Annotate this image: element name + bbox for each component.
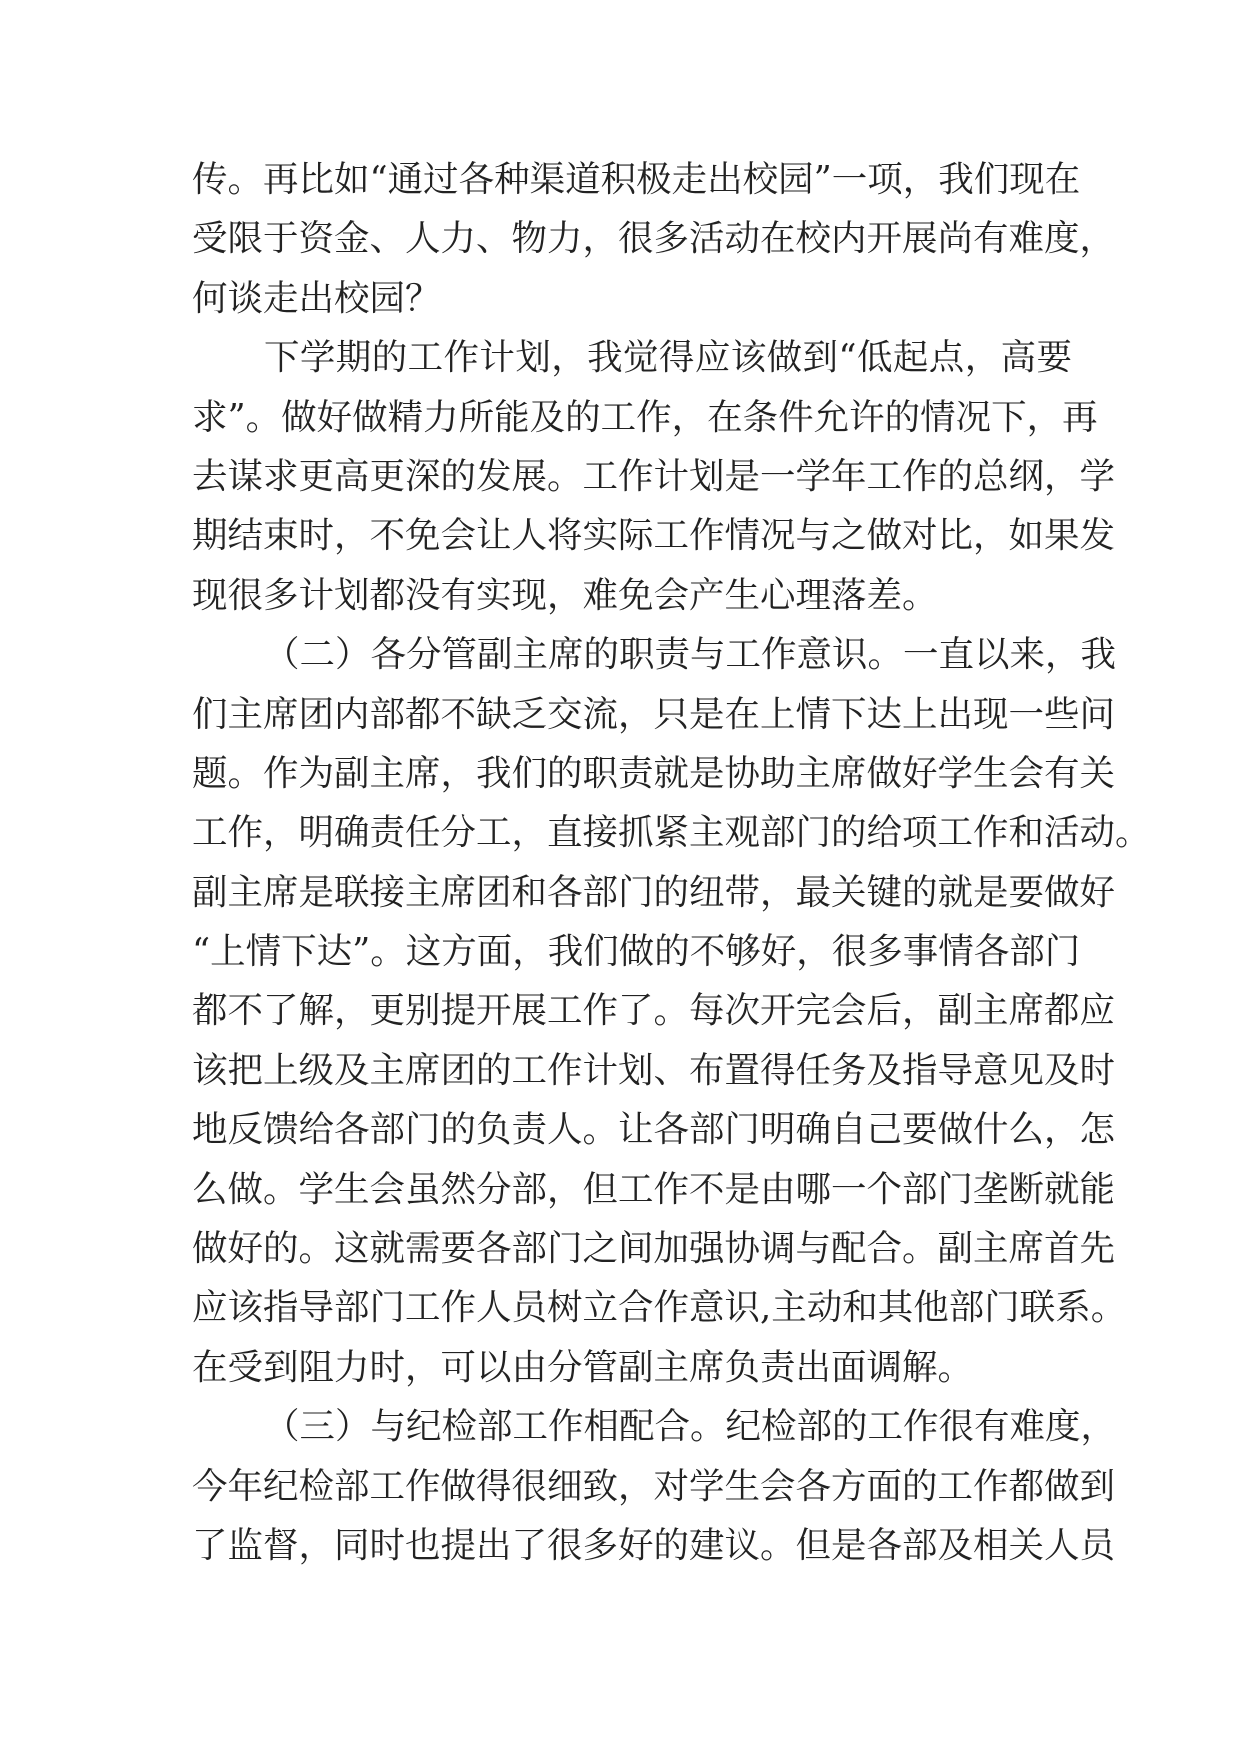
section-heading-line: （三）与纪检部工作相配合。纪检部的工作很有难度， — [264, 1406, 1117, 1448]
paragraph-1 — [192, 150, 1116, 328]
text-line: 传。再比如“通过各种渠道积极走出校园”一项，我们现在 — [192, 159, 1081, 200]
section-heading-line: （二）各分管副主席的职责与工作意识。一直以来，我 — [264, 634, 1117, 676]
text-line: 今年纪检部工作做得很细致，对学生会各方面的工作都做到 — [192, 1465, 1116, 1507]
text-line: 么做。学生会虽然分部，但工作不是由哪一个部门垄断就能 — [192, 1168, 1116, 1210]
document-body — [192, 150, 1151, 1575]
text-line: 求”。做好做精力所能及的工作，在条件允许的情况下，再 — [192, 396, 1098, 438]
paragraph-2 — [192, 328, 1116, 625]
text-line: 在受到阻力时，可以由分管副主席负责出面调解。 — [192, 1346, 974, 1388]
text-line: 何谈走出校园？ — [192, 277, 441, 319]
text-line: 期结束时，不免会让人将实际工作情况与之做对比，如果发 — [192, 515, 1116, 557]
text-line: 下学期的工作计划，我觉得应该做到“低起点，高要 — [264, 337, 1072, 379]
text-line: “上情下达”。这方面，我们做的不够好，很多事情各部门 — [192, 931, 1081, 973]
paragraph-3 — [192, 625, 1151, 1397]
text-line: 去谋求更高更深的发展。工作计划是一学年工作的总纲，学 — [192, 455, 1116, 497]
text-line: 地反馈给各部门的负责人。让各部门明确自己要做什么，怎 — [192, 1109, 1116, 1151]
text-line: 都不了解，更别提开展工作了。每次开完会后，副主席都应 — [192, 990, 1116, 1032]
paragraph-4 — [192, 1397, 1117, 1575]
text-line: 题。作为副主席，我们的职责就是协助主席做好学生会有关 — [192, 752, 1116, 794]
text-line: 现很多计划都没有实现，难免会产生心理落差。 — [192, 574, 938, 616]
text-line: 副主席是联接主席团和各部门的纽带，最关键的就是要做好 — [192, 871, 1116, 913]
text-line: 应该指导部门工作人员树立合作意识,主动和其他部门联系。 — [192, 1287, 1127, 1329]
text-line: 了监督，同时也提出了很多好的建议。但是各部及相关人员 — [192, 1524, 1116, 1566]
text-line: 们主席团内部都不缺乏交流，只是在上情下达上出现一些问 — [192, 693, 1116, 735]
text-line: 受限于资金、人力、物力，很多活动在校内开展尚有难度， — [192, 218, 1116, 260]
text-line: 工作，明确责任分工，直接抓紧主观部门的给项工作和活动。 — [192, 812, 1151, 854]
text-line: 该把上级及主席团的工作计划、布置得任务及指导意见及时 — [192, 1049, 1116, 1091]
text-line: 做好的。这就需要各部门之间加强协调与配合。副主席首先 — [192, 1228, 1116, 1270]
